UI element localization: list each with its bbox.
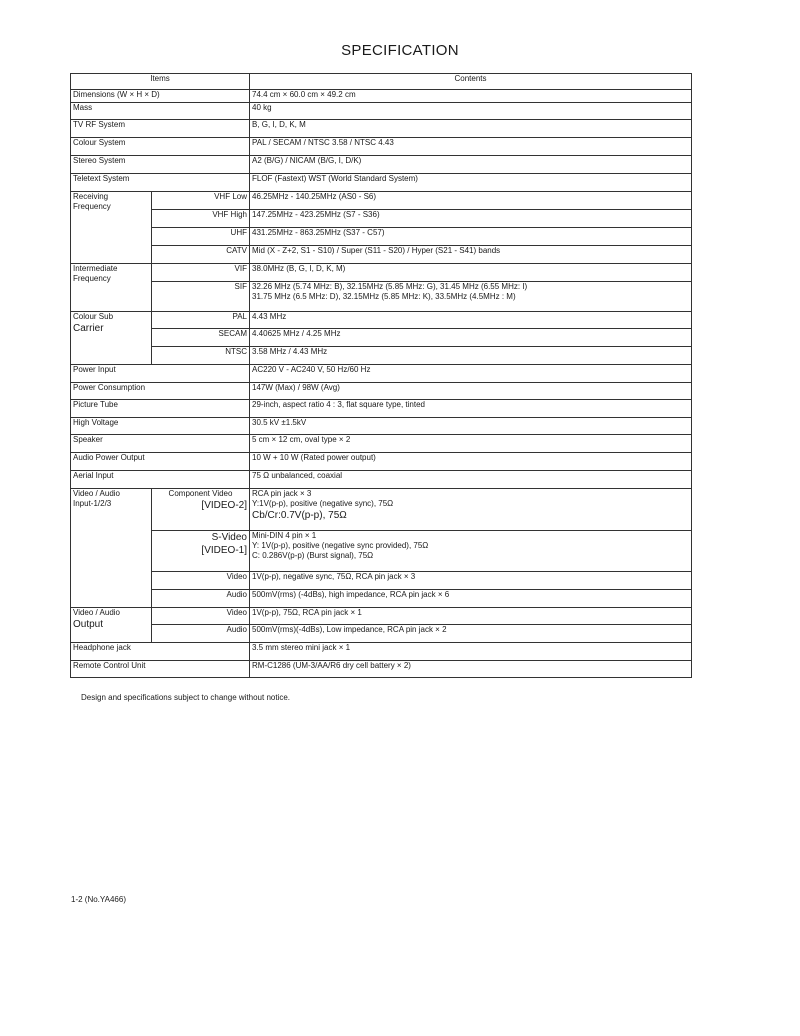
item-value: A2 (B/G) / NICAM (B/G, I, D/K) <box>250 156 692 174</box>
sub-label: VHF Low <box>152 192 250 210</box>
item-label: Headphone jack <box>71 643 250 661</box>
table-row <box>71 418 692 435</box>
value-line: RCA pin jack × 3 <box>252 489 312 498</box>
item-value: 147.25MHz - 423.25MHz (S7 - S36) <box>250 210 692 228</box>
items-header: Items <box>71 74 250 90</box>
table-row <box>71 90 692 103</box>
sub-label: VIF <box>152 264 250 282</box>
item-value: 500mV(rms) (-4dBs), high impedance, RCA pin jack × 6 <box>250 590 692 608</box>
table-row <box>71 435 692 453</box>
group-label-line: Video / Audio <box>73 608 121 617</box>
item-value: AC220 V - AC240 V, 50 Hz/60 Hz <box>250 365 692 383</box>
table-row <box>71 590 692 608</box>
item-value: 46.25MHz - 140.25MHz (AS0 - S6) <box>250 192 692 210</box>
sub-label: SIF <box>152 282 250 312</box>
item-value: 3.5 mm stereo mini jack × 1 <box>250 643 692 661</box>
item-value: 30.5 kV ±1.5kV <box>250 418 692 435</box>
value-line: Y: 1V(p-p), positive (negative sync provided), 75Ω <box>252 541 429 550</box>
value-line: 32.26 MHz (5.74 MHz: B), 32.15MHz (5.85 MHz: G), 31.45 MHz (6.55 MHz: I) <box>252 282 528 291</box>
sub-label-line: S-Video <box>211 532 247 543</box>
item-label: TV RF System <box>71 120 250 138</box>
table-row <box>71 174 692 192</box>
table-row <box>71 246 692 264</box>
sub-label <box>152 531 250 572</box>
item-label: Speaker <box>71 435 250 453</box>
item-label: Colour System <box>71 138 250 156</box>
group-label <box>71 264 152 312</box>
group-label-line: Frequency <box>73 202 111 211</box>
item-value: FLOF (Fastext) WST (World Standard System) <box>250 174 692 192</box>
group-label-line: Input-1/2/3 <box>73 499 112 508</box>
sub-label <box>152 489 250 531</box>
table-row <box>71 264 692 282</box>
sub-label-line: [VIDEO-1] <box>201 545 247 556</box>
sub-label: NTSC <box>152 347 250 365</box>
table-row <box>71 608 692 625</box>
table-row <box>71 489 692 531</box>
group-label <box>71 312 152 365</box>
sub-label: SECAM <box>152 329 250 347</box>
sub-label-line: [VIDEO-2] <box>201 500 247 511</box>
table-row <box>71 531 692 572</box>
table-row <box>71 471 692 489</box>
item-value: PAL / SECAM / NTSC 3.58 / NTSC 4.43 <box>250 138 692 156</box>
value-line: C: 0.286V(p-p) (Burst signal), 75Ω <box>252 551 374 560</box>
table-row <box>71 400 692 418</box>
group-label-line: Colour Sub <box>73 312 114 321</box>
table-row <box>71 156 692 174</box>
item-label: Power Input <box>71 365 250 383</box>
item-label: Teletext System <box>71 174 250 192</box>
group-label <box>71 192 152 264</box>
table-row <box>71 453 692 471</box>
table-row <box>71 625 692 643</box>
group-label-line: Carrier <box>73 323 104 334</box>
item-value: 4.40625 MHz / 4.25 MHz <box>250 329 692 347</box>
table-row <box>71 329 692 347</box>
table-row <box>71 228 692 246</box>
item-value: 75 Ω unbalanced, coaxial <box>250 471 692 489</box>
table-row <box>71 120 692 138</box>
item-value: Mid (X - Z+2, S1 - S10) / Super (S11 - S20) / Hyper (S21 - S41) bands <box>250 246 692 264</box>
sub-label: Video <box>152 608 250 625</box>
table-row <box>71 383 692 400</box>
table-row <box>71 572 692 590</box>
item-value: 5 cm × 12 cm, oval type × 2 <box>250 435 692 453</box>
sub-label: Audio <box>152 625 250 643</box>
item-value: 74.4 cm × 60.0 cm × 49.2 cm <box>250 90 692 103</box>
sub-label: CATV <box>152 246 250 264</box>
item-label: Dimensions (W × H × D) <box>71 90 250 103</box>
item-value: 500mV(rms)(-4dBs), Low impedance, RCA pin jack × 2 <box>250 625 692 643</box>
table-row <box>71 365 692 383</box>
item-label: Remote Control Unit <box>71 661 250 678</box>
sub-label: UHF <box>152 228 250 246</box>
table-row <box>71 643 692 661</box>
value-line: Mini-DIN 4 pin × 1 <box>252 531 317 540</box>
value-line: Y:1V(p-p), positive (negative sync), 75Ω <box>252 499 394 508</box>
table-row <box>71 210 692 228</box>
value-line: Cb/Cr:0.7V(p-p), 75Ω <box>252 510 347 521</box>
table-header-row <box>71 74 692 90</box>
item-value: 4.43 MHz <box>250 312 692 329</box>
group-label-line: Receiving <box>73 192 109 201</box>
table-row <box>71 661 692 678</box>
sub-label: PAL <box>152 312 250 329</box>
sub-label: Audio <box>152 590 250 608</box>
sub-label: Video <box>152 572 250 590</box>
item-label: High Voltage <box>71 418 250 435</box>
item-value: 431.25MHz - 863.25MHz (S37 - C57) <box>250 228 692 246</box>
item-value: 29-inch, aspect ratio 4 : 3, flat square type, tinted <box>250 400 692 418</box>
item-value <box>250 531 692 572</box>
item-value: 1V(p-p), 75Ω, RCA pin jack × 1 <box>250 608 692 625</box>
table-row <box>71 282 692 312</box>
group-label-line: Output <box>73 619 104 630</box>
item-value: 147W (Max) / 98W (Avg) <box>250 383 692 400</box>
item-value <box>250 489 692 531</box>
item-value: 3.58 MHz / 4.43 MHz <box>250 347 692 365</box>
item-value: 1V(p-p), negative sync, 75Ω, RCA pin jack × 3 <box>250 572 692 590</box>
item-label: Stereo System <box>71 156 250 174</box>
group-label-line: Intermediate <box>73 264 118 273</box>
item-label: Audio Power Output <box>71 453 250 471</box>
item-label: Picture Tube <box>71 400 250 418</box>
table-row <box>71 192 692 210</box>
value-line: 31.75 MHz (6.5 MHz: D), 32.15MHz (5.85 MHz: K), 33.5MHz (4.5MHz : M) <box>252 292 516 301</box>
group-label <box>71 489 152 608</box>
specification-table <box>70 73 692 678</box>
contents-header: Contents <box>250 74 692 90</box>
item-value: 10 W + 10 W (Rated power output) <box>250 453 692 471</box>
table-row <box>71 103 692 120</box>
item-value: 40 kg <box>250 103 692 120</box>
disclaimer-note: Design and specifications subject to change without notice. <box>81 693 291 702</box>
item-value <box>250 282 692 312</box>
item-label: Aerial Input <box>71 471 250 489</box>
table-row <box>71 138 692 156</box>
page-footer: 1-2 (No.YA466) <box>71 895 126 904</box>
item-value: B, G, I, D, K, M <box>250 120 692 138</box>
table-row <box>71 347 692 365</box>
page-title: SPECIFICATION <box>341 42 459 59</box>
group-label-line: Frequency <box>73 274 111 283</box>
sub-label: VHF High <box>152 210 250 228</box>
item-label: Power Consumption <box>71 383 250 400</box>
item-label: Mass <box>71 103 250 120</box>
item-value: RM-C1286 (UM-3/AA/R6 dry cell battery × 2) <box>250 661 692 678</box>
group-label-line: Video / Audio <box>73 489 121 498</box>
group-label <box>71 608 152 643</box>
table-row <box>71 312 692 329</box>
sub-label-line: Component Video <box>168 489 233 498</box>
item-value: 38.0MHz (B, G, I, D, K, M) <box>250 264 692 282</box>
